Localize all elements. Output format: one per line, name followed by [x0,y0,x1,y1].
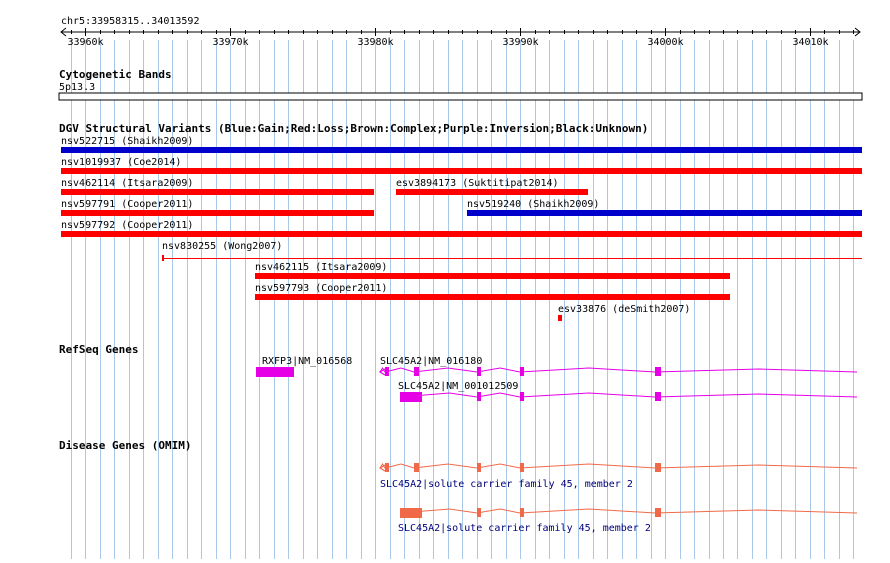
ruler [61,16,860,48]
gene-label: SLC45A2|solute carrier family 45, member 2 [380,479,633,490]
variant-feature[interactable] [558,304,690,321]
dgv-track[interactable] [59,122,862,321]
gene-exon[interactable] [655,508,661,517]
variant-label: nsv1019937 (Coe2014) [61,157,182,168]
cytoband-label: 5p13.3 [59,82,96,93]
variant-bar[interactable] [61,189,374,195]
gene-exon[interactable] [655,463,661,472]
gene-exon[interactable] [520,367,524,376]
variant-bar[interactable] [558,315,562,321]
cytoband-track[interactable] [59,68,862,100]
gene-label: RXFP3|NM_016568 [262,356,353,367]
gene-exon[interactable] [520,463,524,472]
ruler-tick-label: 33970k [212,37,249,48]
gene-feature[interactable] [380,356,857,376]
variant-feature[interactable] [61,178,374,195]
refseq-track-title: RefSeq Genes [59,343,139,356]
dgv-track-title: DGV Structural Variants (Blue:Gain;Red:Loss;Brown:Complex;Purple:Inversion;Black:Unknown) [59,122,649,135]
variant-feature[interactable] [467,199,862,216]
gene-exon[interactable] [520,392,524,401]
gene-exon[interactable] [655,392,661,401]
ruler-tick-label: 33960k [67,37,104,48]
ruler-tick-label: 34010k [792,37,829,48]
gene-feature[interactable] [398,508,857,534]
variant-label: nsv462114 (Itsara2009) [61,178,194,189]
gene-feature[interactable] [380,463,857,490]
ruler-tick-label: 33990k [502,37,539,48]
gene-intron-line [380,464,857,468]
gene-label: SLC45A2|NM_001012509 [398,381,519,392]
cytoband-bar[interactable] [59,93,862,100]
gene-exon[interactable] [385,367,389,376]
gene-exon[interactable] [400,392,422,402]
variant-bar[interactable] [61,168,862,174]
gene-exon[interactable] [477,463,481,472]
variant-feature[interactable] [61,220,862,237]
variant-bar[interactable] [255,273,730,279]
variant-label: nsv522715 (Shaikh2009) [61,136,194,147]
variant-label: esv3894173 (Suktitipat2014) [396,178,559,189]
variant-bar-start[interactable] [162,255,164,261]
variant-label: esv33876 (deSmith2007) [558,304,691,315]
gene-feature[interactable] [256,356,352,377]
variant-feature[interactable] [162,241,862,261]
variant-feature[interactable] [255,283,730,300]
variant-feature[interactable] [396,178,588,195]
gene-feature[interactable] [398,381,857,402]
gene-exon[interactable] [477,392,481,401]
gene-exon[interactable] [385,463,389,472]
ruler-tick-label: 34000k [647,37,684,48]
variant-label: nsv597792 (Cooper2011) [61,220,194,231]
variant-bar[interactable] [61,231,862,237]
gene-exon[interactable] [655,367,661,376]
gene-intron-line [380,368,857,372]
gene-exon[interactable] [520,508,524,517]
variant-bar[interactable] [396,189,588,195]
region-label: chr5:33958315..34013592 [61,16,200,27]
gene-exon[interactable] [414,367,419,376]
gene-exon[interactable] [477,508,481,517]
gene-exon[interactable] [400,508,422,518]
variant-label: nsv597791 (Cooper2011) [61,199,194,210]
variant-bar[interactable] [467,210,862,216]
ruler-tick-label: 33980k [357,37,394,48]
variant-feature[interactable] [61,199,374,216]
gene-exon[interactable] [414,463,419,472]
gene-label: SLC45A2|NM_016180 [380,356,483,367]
gene-exon[interactable] [256,367,294,377]
gene-intron-line [400,393,857,397]
variant-feature[interactable] [61,157,862,174]
variant-feature[interactable] [255,262,730,279]
variant-bar[interactable] [61,147,862,153]
variant-bar[interactable] [255,294,730,300]
gene-exon[interactable] [477,367,481,376]
variant-bar[interactable] [61,210,374,216]
variant-feature[interactable] [61,136,862,153]
variant-label: nsv830255 (Wong2007) [162,241,283,252]
cytoband-track-title: Cytogenetic Bands [59,68,172,81]
gene-intron-line [400,509,857,513]
omim-track-title: Disease Genes (OMIM) [59,439,192,452]
variant-label: nsv462115 (Itsara2009) [255,262,388,273]
variant-label: nsv519240 (Shaikh2009) [467,199,600,210]
gene-label: SLC45A2|solute carrier family 45, member 2 [398,523,651,534]
variant-label: nsv597793 (Cooper2011) [255,283,388,294]
